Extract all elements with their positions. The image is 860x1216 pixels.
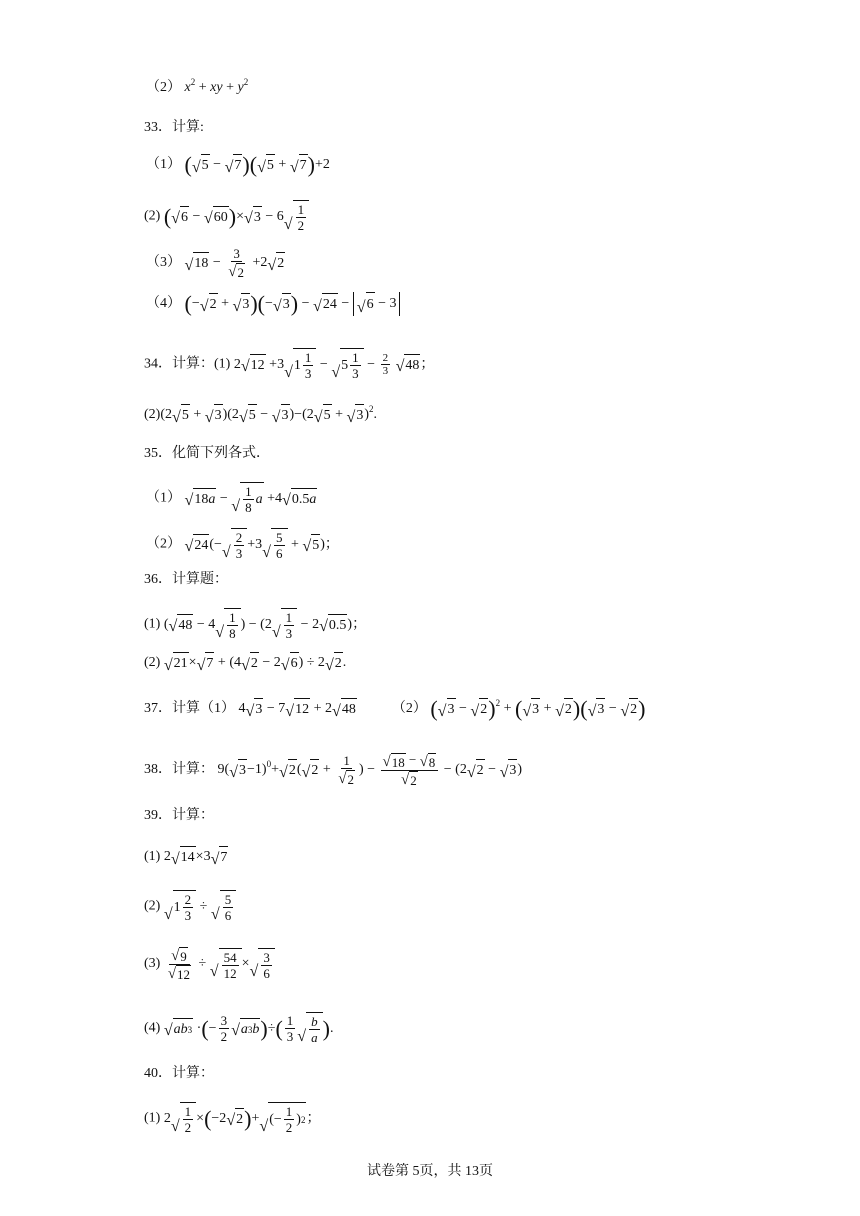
part-label: (2) (144, 655, 161, 671)
math-expression: 2 √ $\frac{1}{2}$ ×(−2 √ 2 )+ √ (− $\frac{1}{2}$ ) 2 ； (163, 1104, 321, 1135)
math-expression: 2 √ 14 ×3 √ 7 (164, 849, 229, 864)
question-34-part-1 (144, 348, 860, 381)
math-expression: ( √ 48 − 4 √ $\frac{1}{8}$ ) − (2 √ $\frac{1}{3}$ − 2 √ 0.5 )； (163, 610, 367, 641)
part-label: （1） (146, 490, 181, 506)
question-38 (144, 752, 860, 788)
math-expression: (− √ 2 + √ 3 )(− √ 3 ) − √ 24 − √ 6 − 3 (185, 296, 401, 311)
question-37 (144, 698, 860, 720)
part-label: (2) (144, 208, 161, 224)
question-39-part-2 (144, 890, 860, 923)
math-expression: ( √ 5 − √ 7 )( √ 5 + √ 7 )+2 (184, 152, 330, 177)
question-35-part-2 (146, 528, 860, 561)
part-label: (1) (144, 849, 161, 865)
part-label: （2） (146, 80, 181, 95)
question-34-part-2 (144, 404, 860, 426)
question-36-part-2 (144, 652, 860, 674)
question-40-heading: 40．计算： (144, 1066, 214, 1081)
question-33-part-1 (146, 154, 860, 176)
math-expression: √ 24 (− √ $\frac{2}{3}$ +3 √ $\frac{5}{6}$ + √ 5 )； (184, 530, 339, 561)
math-expression: 2 √ 12 +3 √ 1 $\frac{1}{3}$ − √ 5 $\frac{1}{3}$ − $\frac{2}{3}$ √ 48 ； (233, 350, 435, 381)
part-label: （2） (146, 536, 181, 552)
page-footer: 试卷第 5页，共 13页 (367, 1164, 493, 1179)
question-33-heading: 33．计算: (144, 120, 204, 135)
math-expression: √ ab 3 ·(− $\frac{3}{2}$ √ a 3 b )÷( $\frac{1}{3}$ √ $\frac{b}{a}$ ). (163, 1013, 334, 1045)
part-label: (3) (144, 956, 161, 972)
question-heading: 37．计算（1） (144, 701, 235, 717)
part-label: (2) (144, 407, 161, 423)
question-39-part-3 (144, 946, 860, 982)
math-expression: √ 1 $\frac{2}{3}$ ÷ √ $\frac{5}{6}$ (164, 899, 236, 914)
question-40-part-1 (144, 1102, 860, 1135)
question-39-part-1 (144, 846, 860, 868)
math-expression: ( √ 6 − √ 60 )× √ 3 − 6 √ $\frac{1}{2}$ (164, 209, 309, 224)
part-label: （4） (146, 296, 181, 312)
part-label: (1) (214, 356, 231, 372)
question-33-part-4 (146, 292, 860, 316)
part-label: (4) (144, 1020, 161, 1036)
question-39-heading: 39．计算： (144, 808, 214, 823)
part-label: （3） (146, 254, 181, 270)
question-heading: 34．计算： (144, 356, 214, 372)
question-35-part-1 (146, 482, 860, 515)
part-label: (1) (144, 1110, 161, 1126)
question-36-heading: 36．计算题： (144, 572, 228, 587)
question-39-part-4 (144, 1012, 860, 1045)
question-32-part-2 (146, 78, 860, 98)
question-35-heading: 35．化简下列各式． (144, 446, 270, 461)
math-expression: √ 18 a − √ $\frac{1}{8}$ a +4 √ 0.5 a (184, 484, 317, 515)
part-label: （1） (146, 157, 181, 173)
math-expression: √ 18 − 3 √ 2 +2 √ 2 (184, 246, 285, 280)
part-label: (2) (144, 898, 161, 914)
math-expression-2: ( √ 3 − √ 2 )$^2$ + ( √ 3 + √ 2 )( √ 3 − √ 2 ) (430, 696, 646, 721)
question-33-part-2 (144, 200, 860, 233)
math-expression: $x^2$ + xy + $y^2$ (184, 77, 249, 95)
part-label: （2） (391, 701, 427, 717)
math-expression: √ 21 × √ 7 + (4 √ 2 − 2 √ 6 ) ÷ 2 √ 2 . (164, 655, 346, 670)
math-expression: 9( √ 3 −1)$^0$+ √ 2 ( √ 2 + 1 √ 2 ) − √ 18 − √ 8 √ 2 − (2 √ 2 − √ 3 ) (217, 752, 523, 789)
part-label: (1) (144, 616, 161, 632)
question-33-part-3 (146, 246, 860, 280)
question-heading: 38．计算： (144, 762, 214, 778)
math-expression-1: 4 √ 3 − 7 √ 12 + 2 √ 48 (239, 701, 361, 716)
math-expression: (2 √ 5 + √ 3 )(2 √ 5 − √ 3 )−(2 √ 5 + √ 3 )$^2$. (160, 404, 378, 426)
math-expression: √ 9 √ 12 ÷ √ $\frac{54}{12}$ × √ $\frac{3}{6}$ (164, 956, 275, 971)
question-36-part-1 (144, 608, 860, 641)
